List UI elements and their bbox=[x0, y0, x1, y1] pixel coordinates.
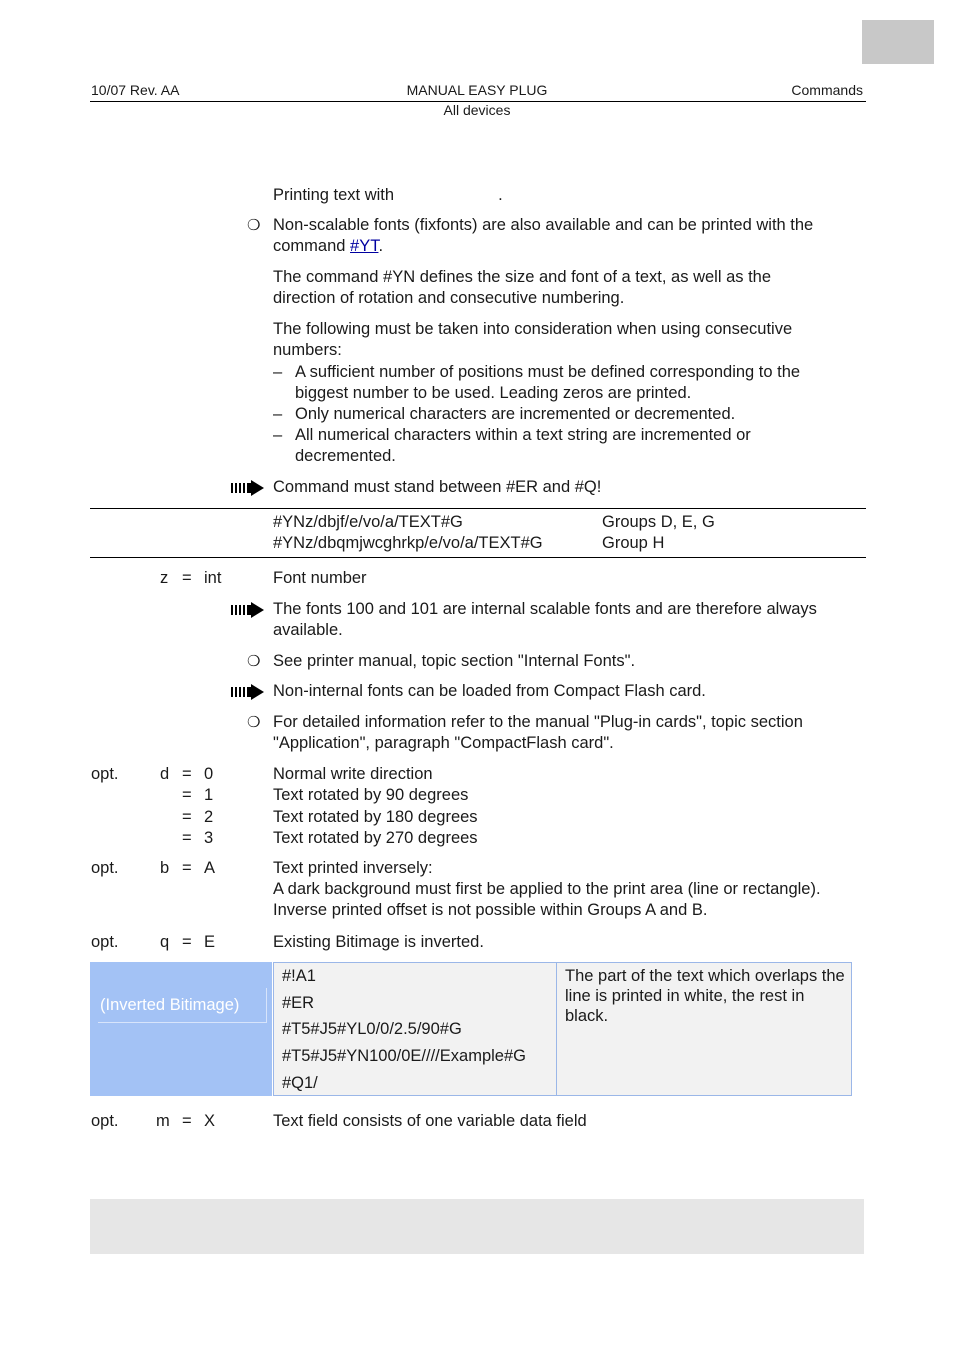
see-printer-text: See printer manual, topic section "Internal Fonts". bbox=[273, 652, 636, 670]
syntax-groups-2: Group H bbox=[602, 534, 665, 552]
example-code-line: #!A1 bbox=[282, 967, 316, 985]
dash-list-item bbox=[273, 404, 863, 425]
example-divider bbox=[556, 963, 557, 1095]
param-z-val: int bbox=[204, 569, 222, 587]
param-b-desc1: Text printed inversely: bbox=[273, 859, 433, 877]
detail-info bbox=[273, 712, 863, 754]
dash-marker: – bbox=[273, 405, 283, 423]
param-q-eq: = bbox=[182, 933, 192, 951]
dash-item-line1: Only numerical characters are incremented or decremented. bbox=[295, 405, 736, 423]
consecutive-line2: numbers: bbox=[273, 341, 342, 359]
param-z-desc: Font number bbox=[273, 569, 367, 587]
param-m-var: m bbox=[156, 1112, 170, 1130]
param-b-desc2: A dark background must first be applied to the print area (line or rectangle). bbox=[273, 880, 821, 898]
bullet-icon: ❍ bbox=[247, 217, 261, 234]
example-code-line: #Q1/ bbox=[282, 1074, 318, 1092]
param-q-var: q bbox=[160, 933, 170, 951]
param-d-val: 1 bbox=[204, 786, 214, 804]
consecutive-line1: The following must be taken into consideration when using consecutive bbox=[273, 320, 793, 338]
param-d-desc: Normal write direction bbox=[273, 765, 433, 783]
param-z-var: z bbox=[160, 569, 169, 587]
example-code-line: #T5#J5#YN100/0E////Example#G bbox=[282, 1047, 526, 1065]
note-fonts bbox=[273, 599, 863, 641]
dash-marker: – bbox=[273, 426, 283, 444]
dash-item-line2: biggest number to be used. Leading zeros are printed. bbox=[295, 384, 692, 402]
detail-line1: For detailed information refer to the manual "Plug-in cards", topic section bbox=[273, 713, 803, 731]
param-d-val: 3 bbox=[204, 829, 214, 847]
printing-text-line bbox=[273, 185, 863, 206]
note-fonts-line2: available. bbox=[273, 621, 343, 639]
param-m-val: X bbox=[204, 1112, 216, 1130]
param-d-desc: Text rotated by 90 degrees bbox=[273, 786, 469, 804]
param-b-eq: = bbox=[182, 859, 192, 877]
param-d-val: 2 bbox=[204, 808, 214, 826]
param-b-var: b bbox=[160, 859, 170, 877]
param-d-desc: Text rotated by 270 degrees bbox=[273, 829, 478, 847]
param-b-desc bbox=[273, 858, 873, 921]
dash-item-line1: A sufficient number of positions must be defined corresponding to the bbox=[295, 363, 801, 381]
note-compact-flash: Non-internal fonts can be loaded from Compact Flash card. bbox=[273, 682, 706, 700]
param-q-val: E bbox=[204, 933, 216, 951]
example-label-panel bbox=[90, 962, 272, 1096]
pointing-hand-arrow-icon bbox=[231, 684, 265, 700]
pointing-hand-arrow-icon bbox=[231, 480, 265, 496]
param-d-eq: = bbox=[182, 808, 192, 826]
yt-command-link[interactable]: #YT bbox=[350, 237, 379, 255]
fixfont-prefix: command bbox=[273, 237, 351, 255]
example-label: (Inverted Bitimage) bbox=[98, 988, 267, 1023]
param-m-opt: opt. bbox=[91, 1112, 119, 1130]
param-z-eq: = bbox=[182, 569, 192, 587]
printing-text-label: Printing text with bbox=[273, 186, 395, 204]
param-d-eq: = bbox=[182, 829, 192, 847]
syntax-cmd-1: #YNz/dbjf/e/vo/a/TEXT#G bbox=[273, 513, 463, 531]
dash-item-line1: All numerical characters within a text string are incremented or bbox=[295, 426, 751, 444]
param-q-opt: opt. bbox=[91, 933, 119, 951]
syntax-bottom-rule bbox=[90, 557, 866, 558]
header-section: Commands bbox=[791, 82, 863, 98]
note-fonts-line1: The fonts 100 and 101 are internal scalable fonts and are therefore always bbox=[273, 600, 817, 618]
detail-line2: "Application", paragraph "CompactFlash card". bbox=[273, 734, 614, 752]
dash-item-line2: decremented. bbox=[295, 447, 396, 465]
param-d-val: 0 bbox=[204, 765, 214, 783]
header-title: MANUAL EASY PLUG bbox=[406, 82, 548, 98]
page-corner-tab bbox=[862, 20, 934, 64]
param-d-desc: Text rotated by 180 degrees bbox=[273, 808, 478, 826]
param-d-eq: = bbox=[182, 786, 192, 804]
param-d-eq: = bbox=[182, 765, 192, 783]
consecutive-paragraph bbox=[273, 319, 863, 361]
printing-text-end: . bbox=[498, 186, 503, 204]
yn-line1: The command #YN defines the size and font of a text, as well as the bbox=[273, 268, 772, 286]
note-stand-text: Command must stand between #ER and #Q! bbox=[273, 478, 602, 496]
example-code-line: #ER bbox=[282, 994, 315, 1012]
example-description: The part of the text which overlaps the line is printed in white, the rest in black. bbox=[565, 967, 845, 1025]
fixfont-line2 bbox=[273, 236, 863, 257]
param-d-opt: opt. bbox=[91, 765, 119, 783]
header-subtitle: All devices bbox=[443, 102, 511, 118]
fixfont-paragraph bbox=[273, 215, 863, 257]
example-code-line: #T5#J5#YL0/0/2.5/90#G bbox=[282, 1020, 462, 1038]
param-q-desc: Existing Bitimage is inverted. bbox=[273, 933, 484, 951]
bullet-icon: ❍ bbox=[247, 653, 261, 670]
yn-paragraph bbox=[273, 267, 863, 309]
pointing-hand-arrow-icon bbox=[231, 602, 265, 618]
syntax-groups-1: Groups D, E, G bbox=[602, 513, 715, 531]
fixfont-suffix: . bbox=[378, 237, 384, 255]
param-m-eq: = bbox=[182, 1112, 192, 1130]
param-m-desc: Text field consists of one variable data field bbox=[273, 1112, 587, 1130]
yn-line2: direction of rotation and consecutive numbering. bbox=[273, 289, 625, 307]
page-footer-band bbox=[90, 1199, 864, 1254]
header-revision: 10/07 Rev. AA bbox=[91, 82, 180, 98]
dash-list-item bbox=[273, 362, 863, 404]
fixfont-line1: Non-scalable fonts (fixfonts) are also available and can be printed with the bbox=[273, 216, 814, 234]
dash-list-item bbox=[273, 425, 863, 467]
example-box bbox=[273, 962, 852, 1096]
param-d-var: d bbox=[160, 765, 170, 783]
syntax-cmd-2: #YNz/dbqmjwcghrkp/e/vo/a/TEXT#G bbox=[273, 534, 543, 552]
param-b-opt: opt. bbox=[91, 859, 119, 877]
syntax-top-rule bbox=[90, 508, 866, 509]
bullet-icon: ❍ bbox=[247, 714, 261, 731]
param-b-val: A bbox=[204, 859, 216, 877]
dash-marker: – bbox=[273, 363, 283, 381]
param-b-desc3: Inverse printed offset is not possible within Groups A and B. bbox=[273, 901, 708, 919]
